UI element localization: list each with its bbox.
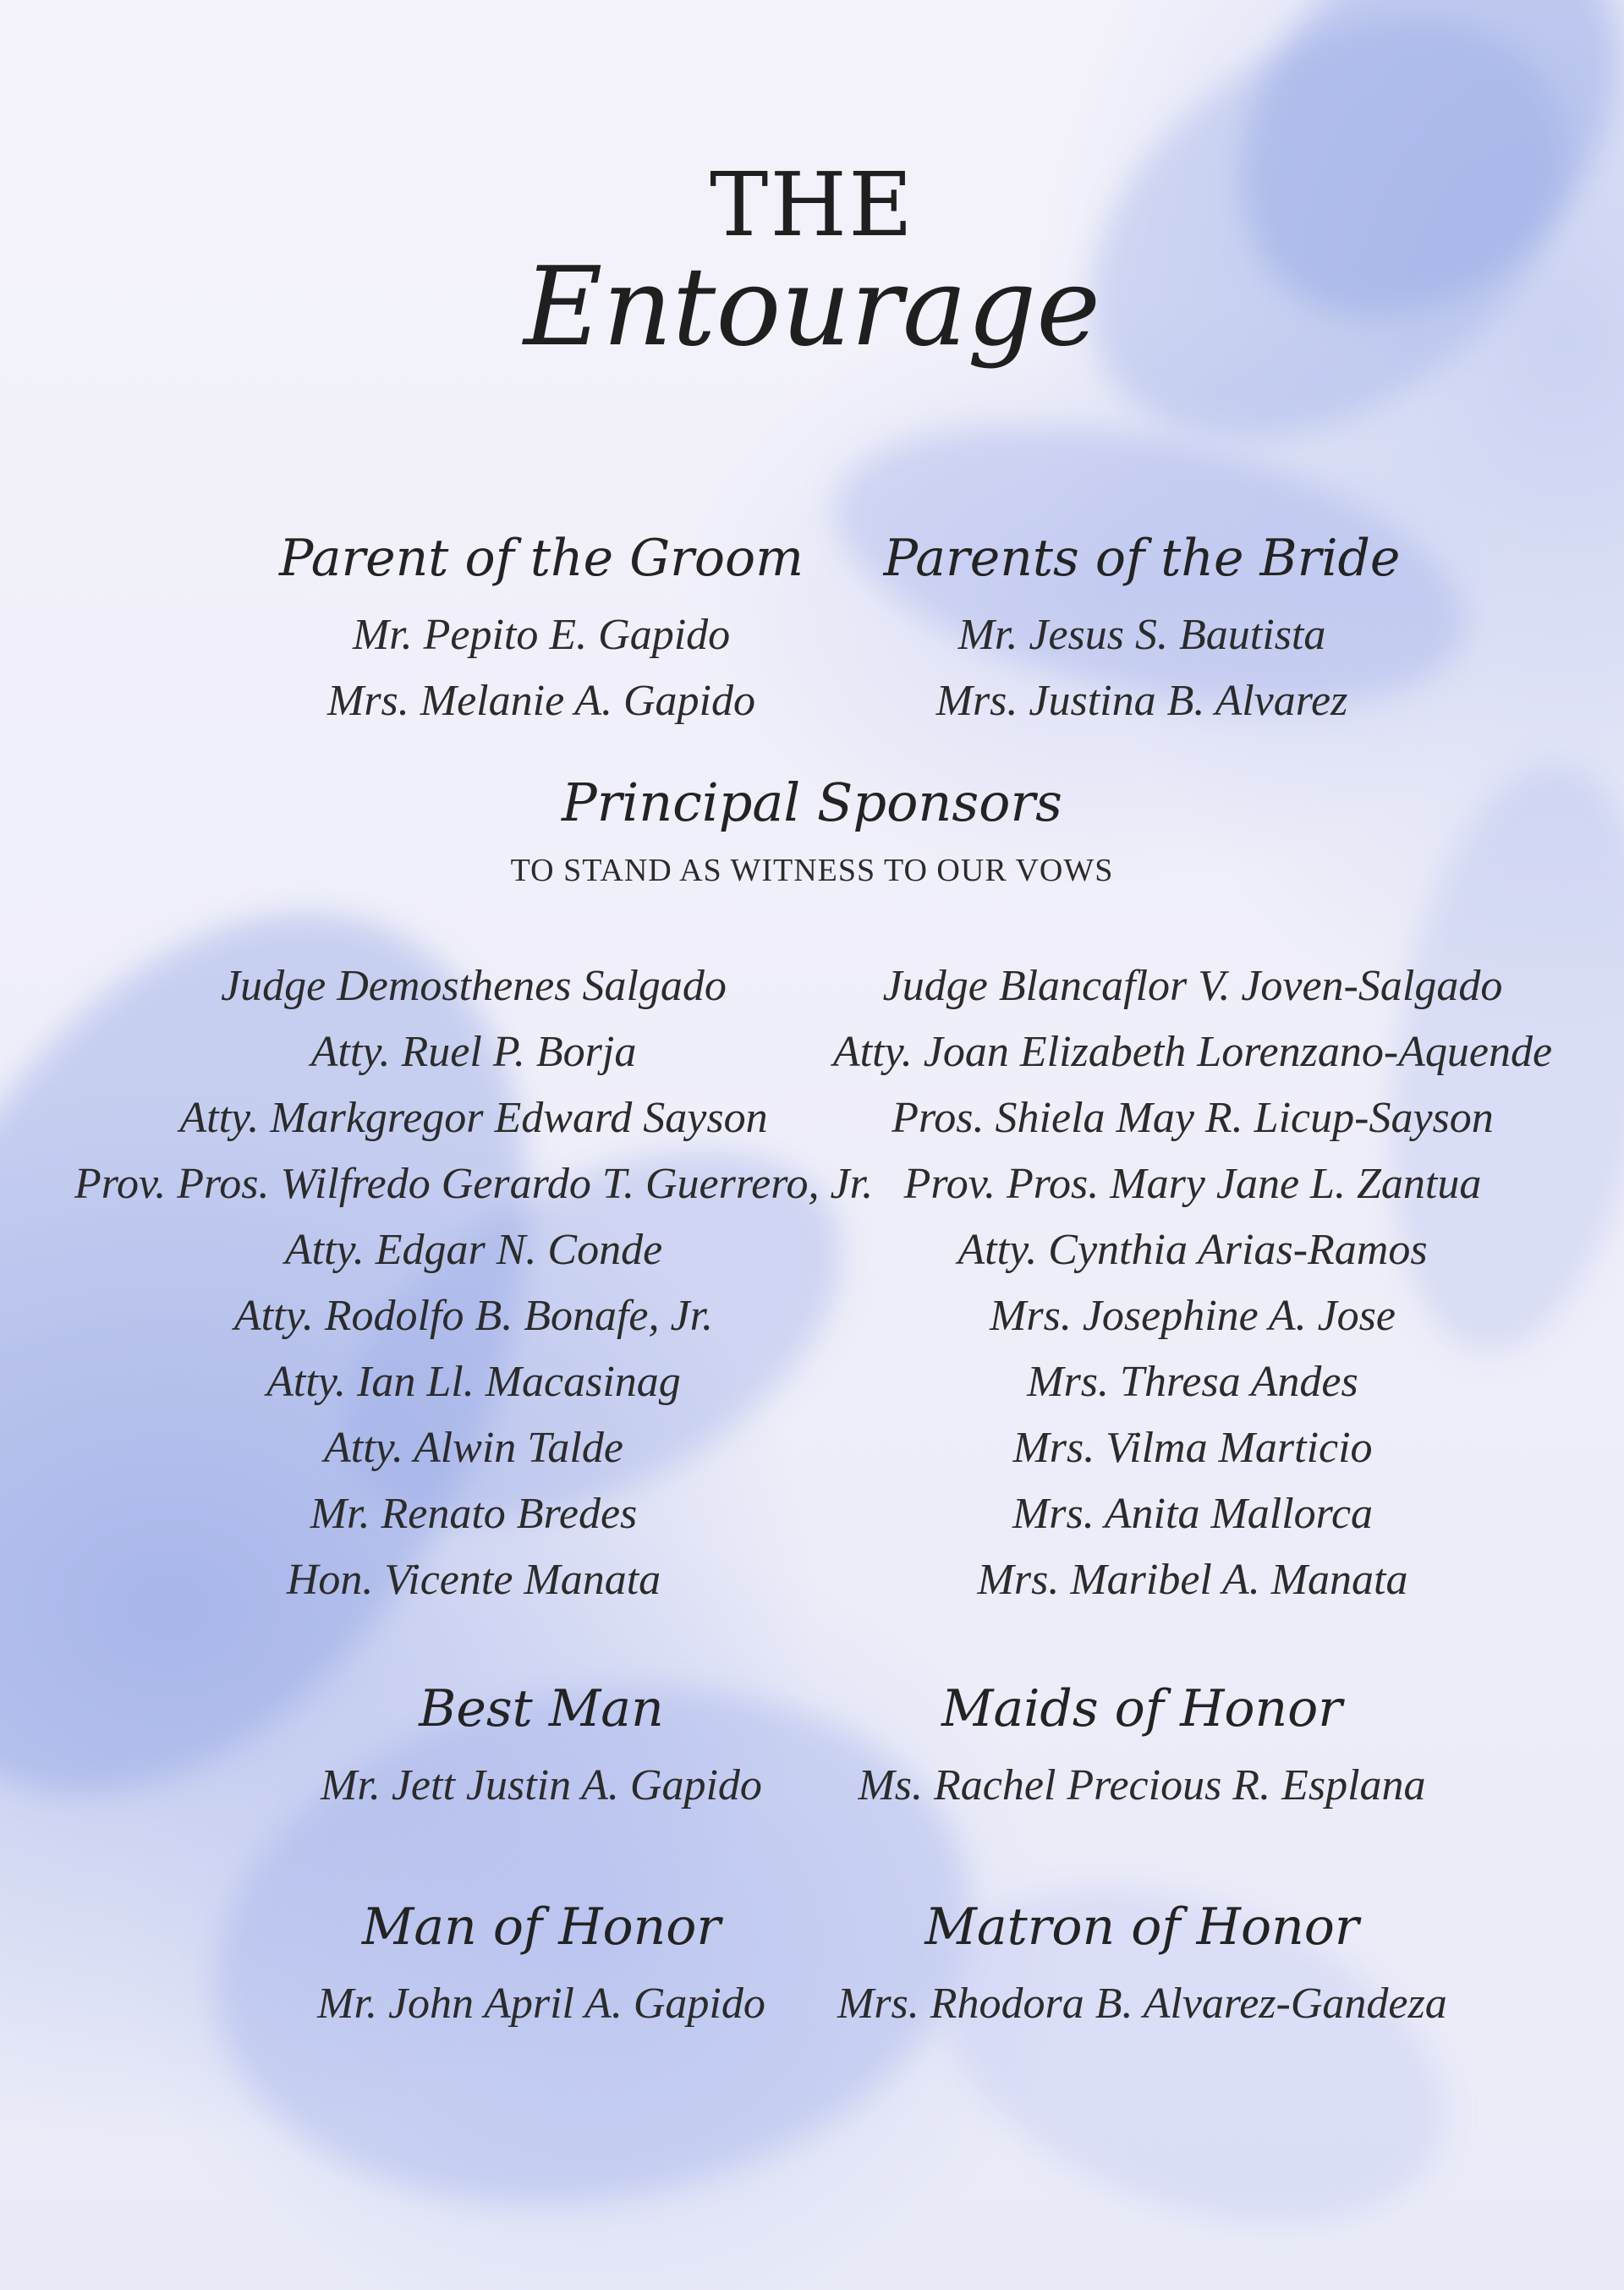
watercolor-flower-wash xyxy=(894,1823,1491,2288)
sponsor-name: Mrs. Josephine A. Jose xyxy=(990,1292,1396,1340)
title-entourage: Entourage xyxy=(524,244,1100,371)
best-man-section xyxy=(237,1679,846,1819)
matron-of-honor-section xyxy=(837,1897,1447,2037)
man-of-honor-section xyxy=(237,1897,846,2037)
sponsor-name: Mrs. Anita Mallorca xyxy=(1012,1490,1374,1538)
sponsor-name: Hon. Vicente Manata xyxy=(286,1556,661,1604)
sponsor-name: Atty. Cynthia Arias-Ramos xyxy=(957,1226,1428,1274)
sponsor-name: Judge Blancaflor V. Joven-Salgado xyxy=(882,962,1503,1010)
sponsor-name: Mrs. Thresa Andes xyxy=(1027,1358,1358,1406)
sponsor-name: Atty. Alwin Talde xyxy=(324,1424,623,1472)
sponsor-name: Judge Demosthenes Salgado xyxy=(221,962,727,1010)
sponsor-name: Pros. Shiela May R. Licup-Sayson xyxy=(892,1094,1494,1142)
sponsor-name: Atty. Ian Ll. Macasinag xyxy=(266,1358,681,1406)
sponsor-name: Atty. Ruel P. Borja xyxy=(310,1028,637,1076)
title-the: THE xyxy=(710,153,914,256)
parents-of-groom-section xyxy=(237,529,846,734)
sponsor-name: Atty. Edgar N. Conde xyxy=(284,1226,663,1274)
principal-sponsors-heading: Principal Sponsors xyxy=(562,772,1062,833)
sponsor-name: Mrs. Vilma Marticio xyxy=(1012,1424,1373,1472)
sponsor-name: Prov. Pros. Wilfredo Gerardo T. Guerrero, Jr. xyxy=(74,1160,874,1208)
sponsor-name: Atty. Markgregor Edward Sayson xyxy=(179,1094,768,1142)
bride-parent-name: Mrs. Justina B. Alvarez xyxy=(935,677,1348,725)
groom-parent-name: Mrs. Melanie A. Gapido xyxy=(327,677,755,725)
section-heading: Parents of the Bride xyxy=(883,529,1401,588)
principal-sponsors-subheading: TO STAND AS WITNESS TO OUR VOWS xyxy=(510,853,1114,888)
section-heading: Best Man xyxy=(419,1679,664,1738)
sponsor-name: Atty. Rodolfo B. Bonafe, Jr. xyxy=(233,1292,714,1340)
sponsors-right-column xyxy=(770,953,1616,1613)
section-heading: Maids of Honor xyxy=(941,1679,1342,1738)
groom-parent-name: Mr. Pepito E. Gapido xyxy=(352,611,731,659)
sponsor-name: Mr. Renato Bredes xyxy=(310,1490,638,1538)
best-man-name: Mr. Jett Justin A. Gapido xyxy=(321,1761,762,1809)
parents-of-bride-section xyxy=(837,529,1446,734)
maids-of-honor-section xyxy=(837,1679,1446,1819)
matron-of-honor-name: Mrs. Rhodora B. Alvarez-Gandeza xyxy=(837,1980,1447,2028)
section-heading: Matron of Honor xyxy=(924,1897,1359,1957)
sponsor-name: Prov. Pros. Mary Jane L. Zantua xyxy=(903,1160,1482,1208)
section-heading: Man of Honor xyxy=(361,1897,721,1957)
maid-of-honor-name: Ms. Rachel Precious R. Esplana xyxy=(858,1761,1426,1809)
section-heading: Parent of the Groom xyxy=(279,529,804,588)
man-of-honor-name: Mr. John April A. Gapido xyxy=(317,1980,765,2028)
bride-parent-name: Mr. Jesus S. Bautista xyxy=(957,611,1326,659)
sponsor-name: Atty. Joan Elizabeth Lorenzano-Aquende xyxy=(832,1028,1553,1076)
sponsor-name: Mrs. Maribel A. Manata xyxy=(977,1556,1408,1604)
